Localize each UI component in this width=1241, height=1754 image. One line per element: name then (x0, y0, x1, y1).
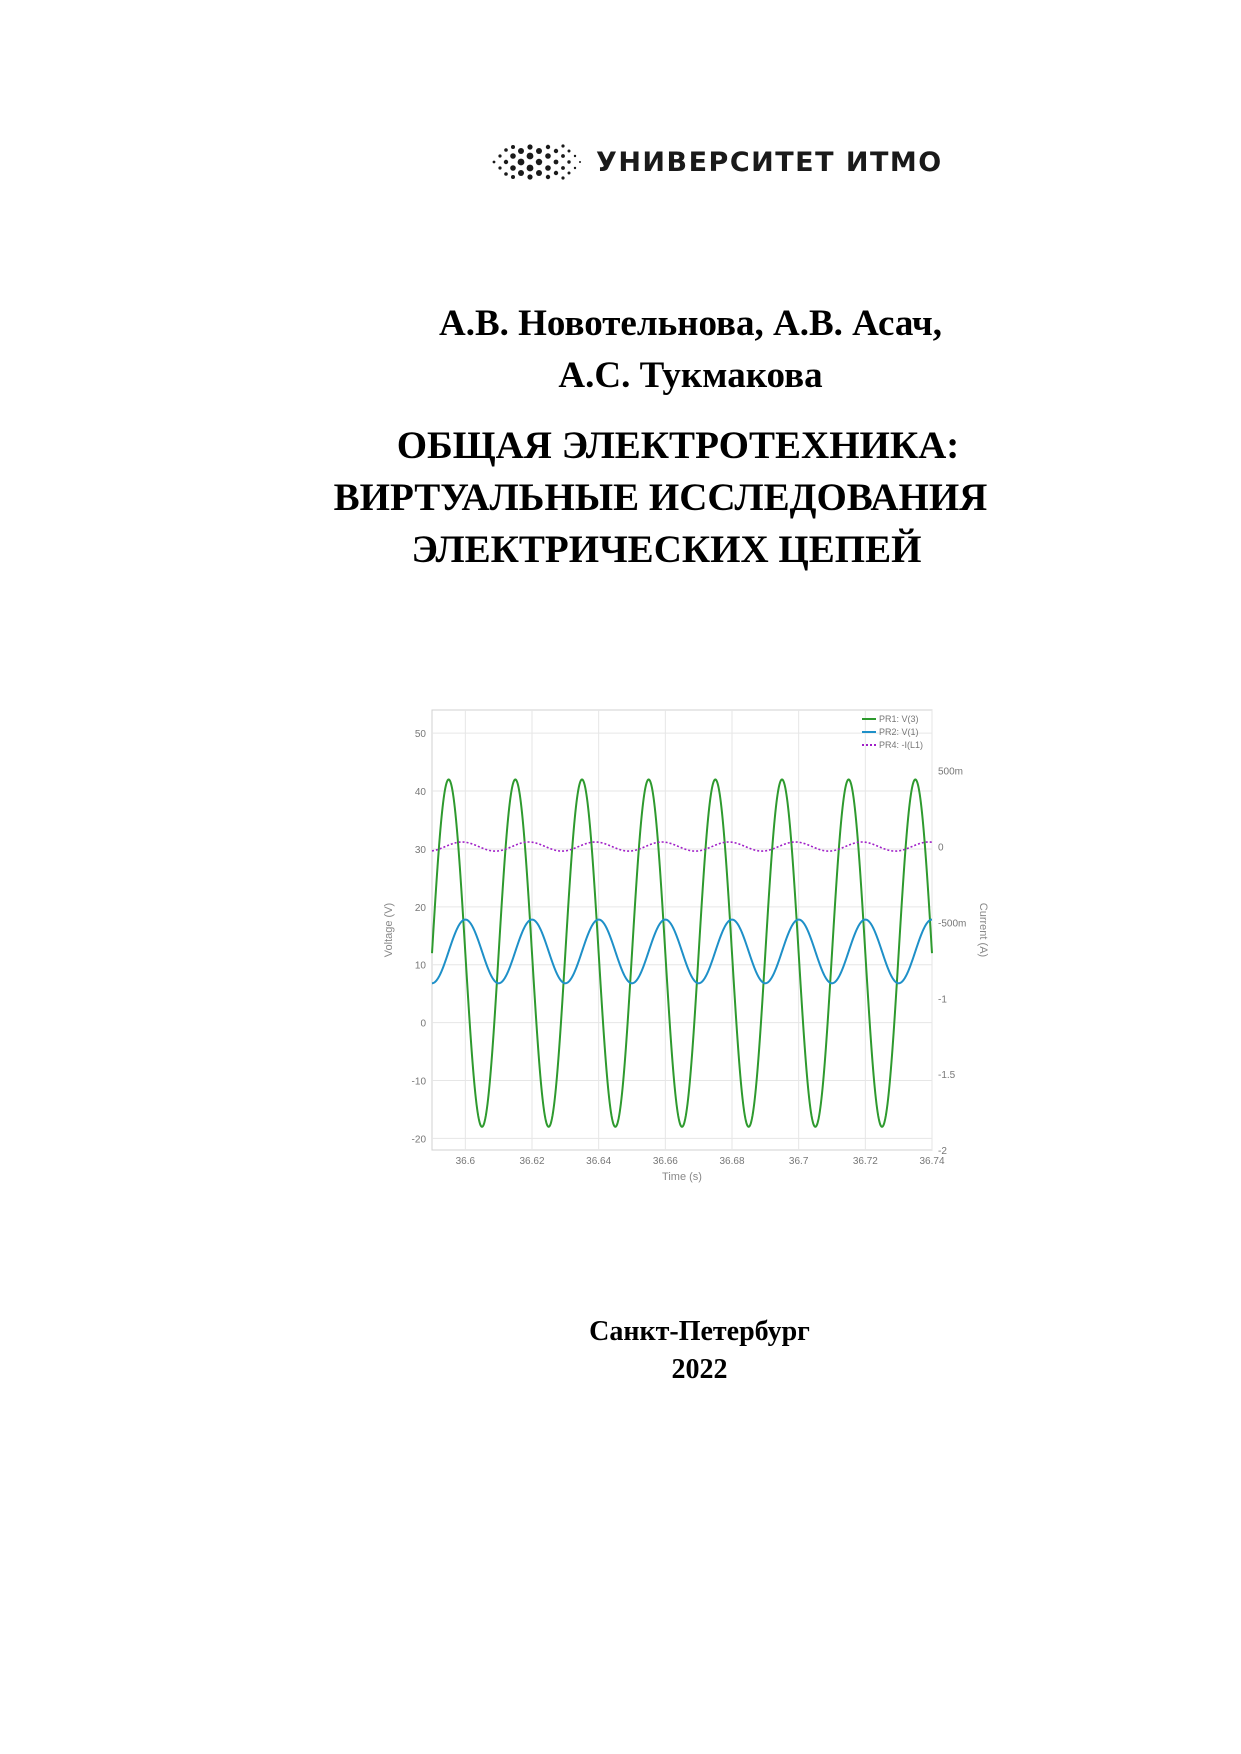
title-line-2: ВИРТУАЛЬНЫЕ ИССЛЕДОВАНИЯ (333, 476, 988, 519)
y-tick-label: -20 (411, 1134, 426, 1146)
publication-info (0, 1313, 1241, 1389)
x-tick-label: 36.74 (919, 1156, 945, 1167)
x-tick-label: 36.64 (586, 1156, 612, 1167)
y2-tick-label: -500m (938, 918, 967, 930)
authors-block (0, 298, 1241, 402)
authors-line-1: А.В. Новотельнова, А.В. Асач, (438, 303, 942, 344)
legend-entry: PR4: -I(L1) (879, 740, 924, 750)
university-name: УНИВЕРСИТЕТ ИТМО (596, 146, 943, 178)
x-tick-label: 36.6 (455, 1156, 476, 1167)
authors-line-2: А.С. Тукмакова (558, 355, 823, 396)
y2-tick-label: 0 (938, 842, 944, 854)
x-tick-label: 36.66 (652, 1156, 678, 1167)
y2-tick-label: -2 (938, 1146, 947, 1157)
x-tick-label: 36.7 (788, 1156, 809, 1167)
publication-year: 2022 (671, 1354, 728, 1385)
title-line-3: ЭЛЕКТРИЧЕСКИХ ЦЕПЕЙ (411, 528, 922, 571)
x-tick-label: 36.62 (519, 1156, 545, 1167)
y2-tick-label: -1.5 (938, 1070, 956, 1082)
university-logo (488, 138, 943, 186)
y2-tick-label: 500m (938, 766, 964, 778)
y-tick-label: 0 (420, 1018, 426, 1030)
y-tick-label: -10 (411, 1076, 426, 1088)
y-tick-label: 50 (414, 729, 426, 741)
y-tick-label: 10 (414, 960, 426, 972)
y2-axis-label: Current (A) (977, 902, 989, 958)
y-axis-label: Voltage (V) (383, 902, 395, 958)
itmo-dot-logo-icon (488, 138, 584, 186)
y-tick-label: 40 (414, 787, 426, 799)
y2-tick-label: -1 (938, 994, 947, 1006)
book-title (0, 420, 1241, 576)
x-axis-label: Time (s) (662, 1171, 702, 1183)
title-line-1: ОБЩАЯ ЭЛЕКТРОТЕХНИКА: (396, 424, 960, 467)
legend-entry: PR1: V(3) (879, 714, 919, 724)
publication-city: Санкт-Петербург (589, 1316, 810, 1347)
y-tick-label: 20 (414, 902, 426, 914)
legend-entry: PR2: V(1) (879, 727, 919, 737)
y-tick-label: 30 (414, 844, 426, 856)
cover-waveform-chart (372, 700, 992, 1205)
x-tick-label: 36.72 (852, 1156, 878, 1167)
x-tick-label: 36.68 (719, 1156, 745, 1167)
